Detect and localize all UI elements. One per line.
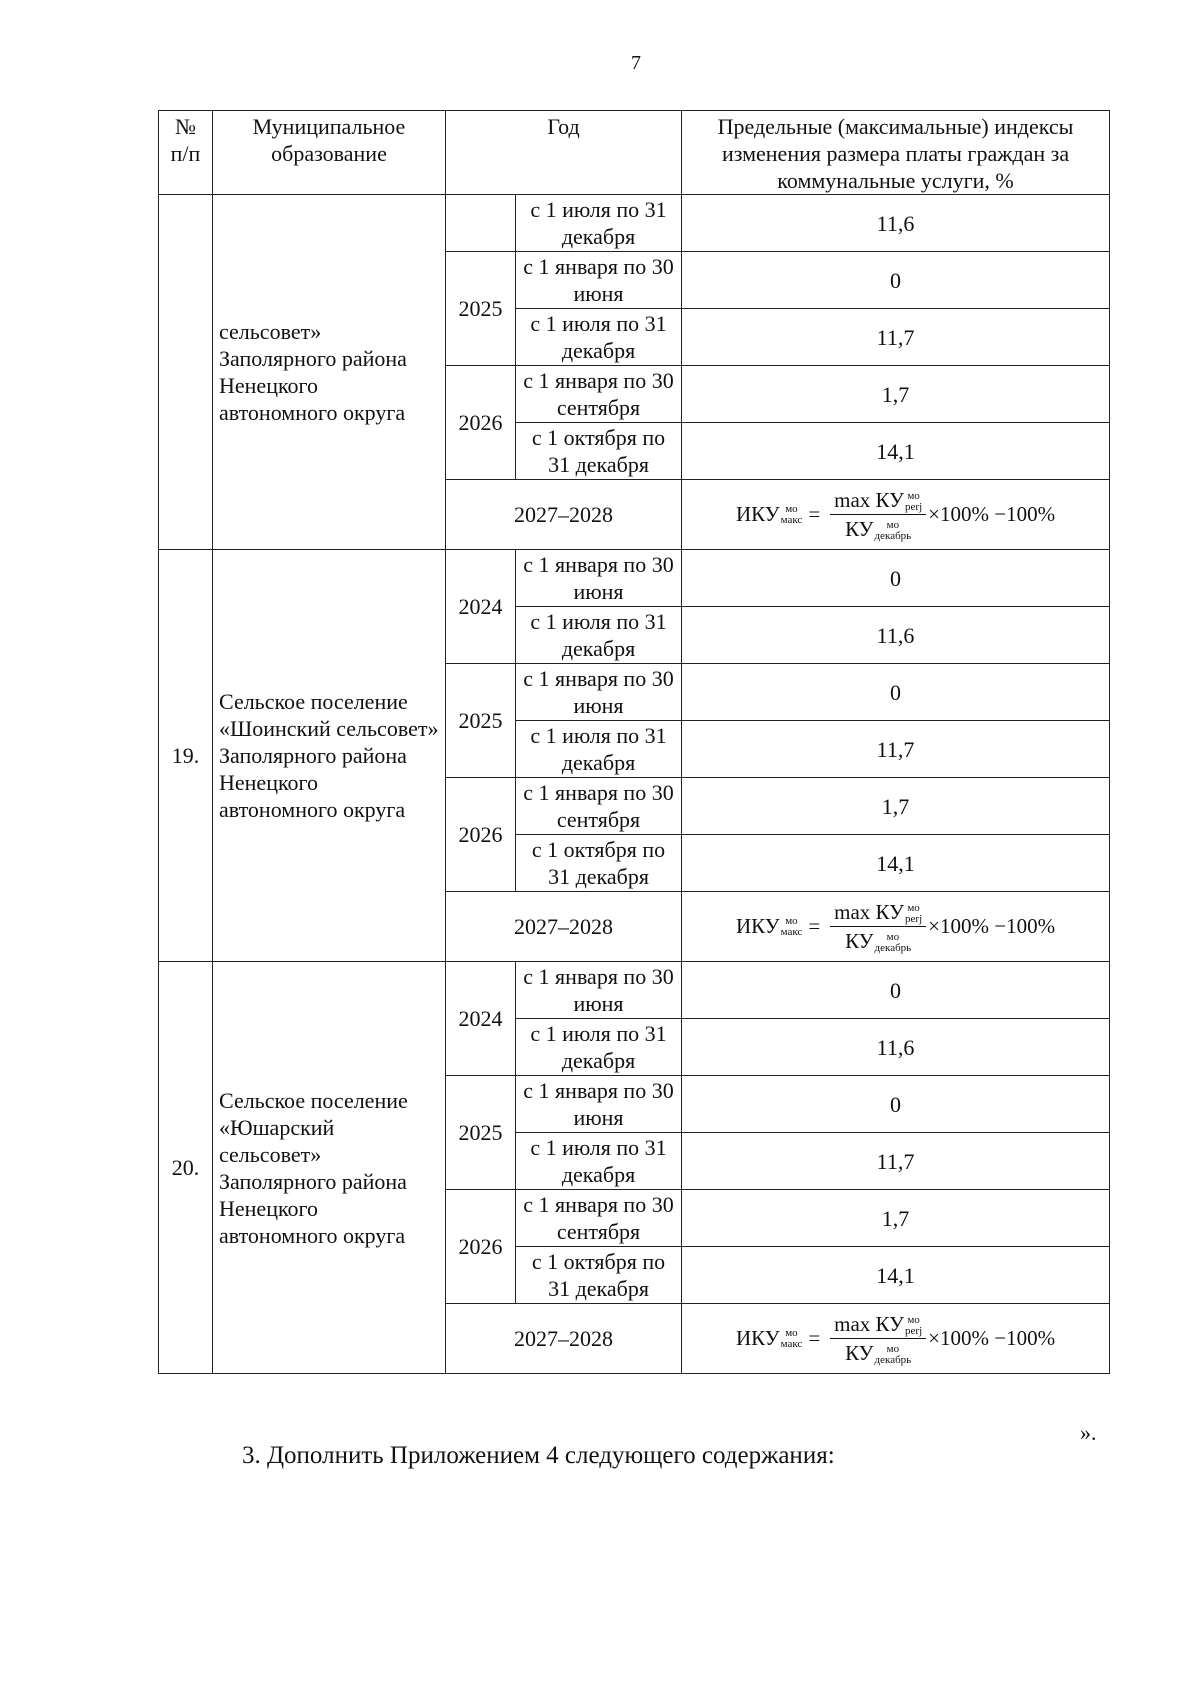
period-cell: с 1 января по 30 июня [516,962,682,1019]
index-value: 0 [682,550,1110,607]
period-cell: с 1 января по 30 июня [516,1076,682,1133]
formula-cell [682,1304,1110,1374]
paragraph-text: 3. Дополнить Приложением 4 следующего содержания: [242,1442,835,1469]
row-num: 19. [159,550,213,962]
municipality-name: Сельское поселение «Шоинский сельсовет» Заполярного района Ненецкого автономного округа [213,550,446,962]
formula-lhs-sup: мо [785,1326,798,1339]
row-num: 20. [159,962,213,1374]
index-value: 1,7 [682,778,1110,835]
period-cell: с 1 октября по 31 декабря [516,423,682,480]
formula-lhs-sup: мо [785,914,798,927]
formula-lhs-indices [781,1328,803,1350]
municipality-name: Сельское поселение «Юшарский сельсовет» Заполярного района Ненецкого автономного округа [213,962,446,1374]
formula-lhs-indices [781,916,803,938]
formula-den-indices [875,932,912,954]
closing-quote: ». [1080,1420,1097,1445]
municipality-name: сельсовет» Заполярного района Ненецкого автономного округа [213,195,446,550]
header-num: № п/п [159,111,213,195]
period-cell: с 1 января по 30 сентября [516,1190,682,1247]
formula-num-sup: мо [907,490,920,502]
index-value: 14,1 [682,1247,1110,1304]
formula-den-sup: мо [886,1343,900,1356]
period-cell: с 1 июля по 31 декабря [516,607,682,664]
formula-lhs-indices [781,504,803,526]
formula-den-sub: декабрь [874,1354,912,1367]
period-cell: с 1 января по 30 июня [516,550,682,607]
year-cell [446,195,516,252]
index-value: 1,7 [682,366,1110,423]
period-cell: с 1 января по 30 сентября [516,778,682,835]
header-municipality: Муниципальное образование [213,111,446,195]
table-header-row [159,111,1110,195]
formula-cell [682,480,1110,550]
formula-den-indices [875,1344,912,1366]
index-value: 11,7 [682,309,1110,366]
year-cell: 2025 [446,252,516,366]
formula-num-sub: perj [905,501,923,513]
index-value: 11,7 [682,721,1110,778]
period-cell: с 1 октября по 31 декабря [516,1247,682,1304]
formula-denominator [841,1339,915,1366]
year-cell: 2024 [446,550,516,664]
formula-equals: = [808,914,821,938]
index-value: 1,7 [682,1190,1110,1247]
page-number: 7 [631,52,641,74]
index-value: 0 [682,664,1110,721]
formula-numerator [830,1311,926,1339]
formula-num-indices [905,903,922,925]
table-row [159,195,1110,252]
formula-num-sup: мо [907,902,920,914]
formula-denominator [841,927,915,954]
formula-lhs: ИКУ [735,1326,780,1350]
formula-fraction [830,1311,926,1366]
index-value: 0 [682,962,1110,1019]
formula-tail: ×100% −100% [928,1326,1056,1350]
formula-den-indices [875,520,912,542]
formula-den-sub: декабрь [874,942,912,955]
tariff-index-table [158,110,1110,1374]
year-cell: 2025 [446,1076,516,1190]
formula-tail: ×100% −100% [928,914,1056,938]
period-cell: с 1 июля по 31 декабря [516,721,682,778]
period-cell: с 1 июля по 31 декабря [516,195,682,252]
table-row [159,962,1110,1019]
index-value: 0 [682,1076,1110,1133]
row-num [159,195,213,550]
index-value: 11,6 [682,195,1110,252]
formula-den-sub: декабрь [874,530,912,543]
formula-den-text: КУ [845,1341,874,1365]
formula-den-sup: мо [886,519,900,532]
formula-lhs: ИКУ [735,502,780,526]
year-cell: 2026 [446,366,516,480]
year-cell: 2026 [446,778,516,892]
formula-den-text: КУ [845,517,874,541]
formula-fraction [830,899,926,954]
year-cell: 2024 [446,962,516,1076]
formula-lhs-sub: макс [780,513,803,526]
period-cell: с 1 июля по 31 декабря [516,309,682,366]
period-cell: с 1 июля по 31 декабря [516,1133,682,1190]
year-cell: 2025 [446,664,516,778]
formula-equals: = [808,1326,821,1350]
period-cell: с 1 января по 30 июня [516,252,682,309]
formula-num-text: max КУ [834,899,905,924]
formula-cell [682,892,1110,962]
period-cell: с 1 января по 30 июня [516,664,682,721]
index-value: 14,1 [682,423,1110,480]
index-formula [736,899,1055,954]
formula-num-sub: perj [905,1325,923,1337]
index-value: 11,6 [682,1019,1110,1076]
period-cell: с 1 октября по 31 декабря [516,835,682,892]
year-range-cell: 2027–2028 [446,480,682,550]
index-value: 0 [682,252,1110,309]
year-range-cell: 2027–2028 [446,892,682,962]
formula-denominator [841,515,915,542]
formula-lhs: ИКУ [735,914,780,938]
formula-num-text: max КУ [834,487,905,512]
formula-tail: ×100% −100% [928,502,1056,526]
formula-num-indices [905,491,922,513]
formula-den-sup: мо [886,931,900,944]
period-cell: с 1 января по 30 сентября [516,366,682,423]
header-year: Год [446,111,682,195]
index-value: 11,6 [682,607,1110,664]
index-formula [736,487,1055,542]
formula-num-sup: мо [907,1314,920,1326]
year-range-cell: 2027–2028 [446,1304,682,1374]
index-formula [736,1311,1055,1366]
formula-den-text: КУ [845,929,874,953]
formula-lhs-sup: мо [785,502,798,515]
formula-equals: = [808,502,821,526]
formula-numerator [830,487,926,515]
formula-fraction [830,487,926,542]
formula-num-text: max КУ [834,1311,905,1336]
formula-numerator [830,899,926,927]
header-index: Предельные (максимальные) индексы изменения размера платы граждан за коммунальные услуги, % [682,111,1110,195]
formula-num-indices [905,1315,922,1337]
formula-num-sub: perj [905,913,923,925]
period-cell: с 1 июля по 31 декабря [516,1019,682,1076]
table-row [159,550,1110,607]
formula-lhs-sub: макс [780,1337,803,1350]
year-cell: 2026 [446,1190,516,1304]
index-value: 14,1 [682,835,1110,892]
index-value: 11,7 [682,1133,1110,1190]
formula-lhs-sub: макс [780,925,803,938]
